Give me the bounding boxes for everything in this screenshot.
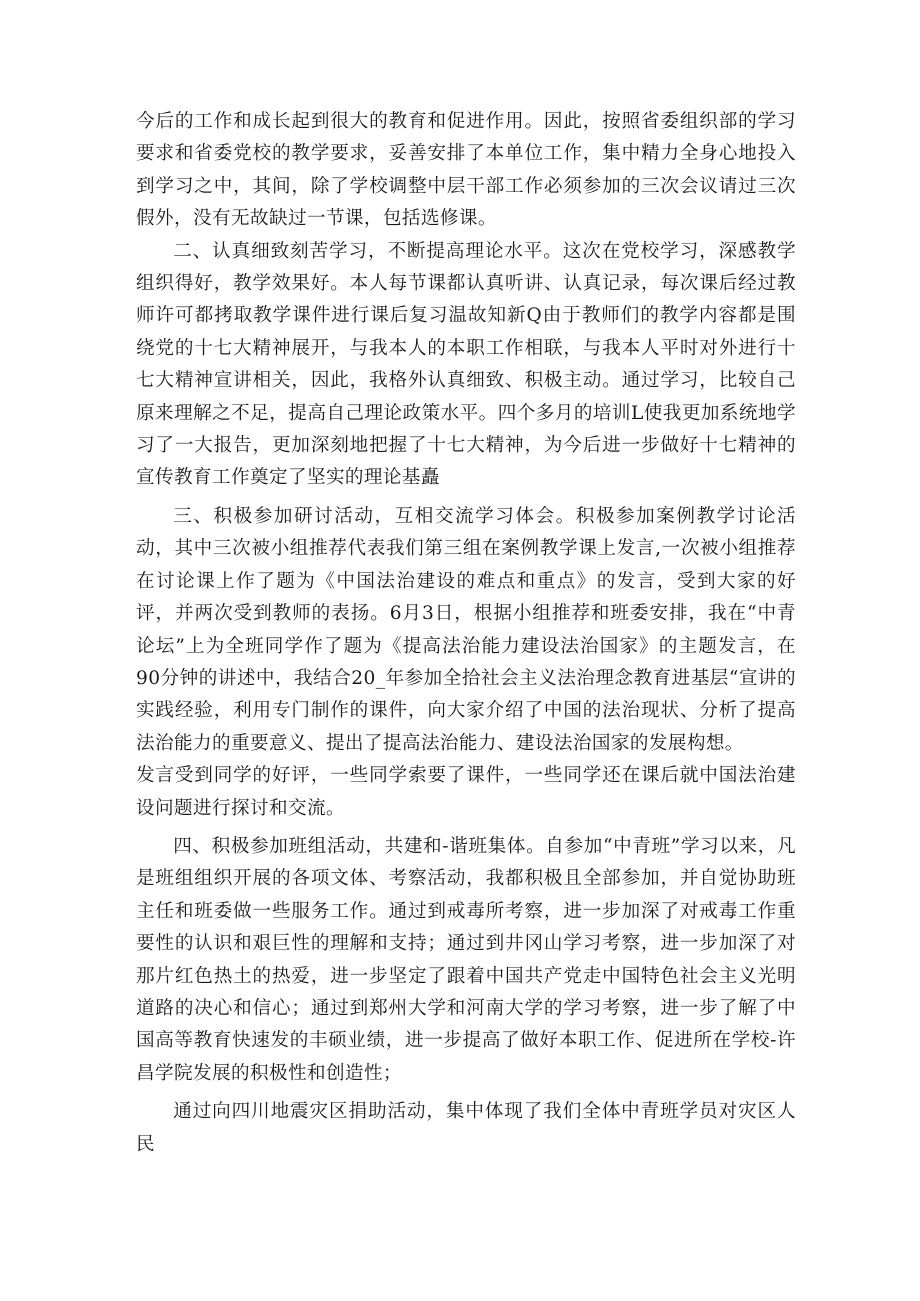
paragraph-intro-continuation: 今后的工作和成长起到很大的教育和促进作用。因此，按照省委组织部的学习要求和省委党校的教学要求，妥善安排了本单位工作，集中精力全身心地投入到学习之中，其间，除了学校调整中层干部工作必须参加的三次会议请过三次假外，没有无故缺过一节课，包括选修课。	[136, 111, 796, 230]
paragraph-section-three-followup: 发言受到同学的好评，一些同学索要了课件，一些同学还在课后就中国法治建设问题进行探讨和交流。	[136, 765, 796, 819]
paragraph-section-two: 二、认真细致刻苦学习，不断提高理论水平。这次在党校学习，深感教学组织得好，教学效果好。本人每节课都认真听讲、认真记录，每次课后经过教师许可都拷取教学课件进行课后复习温故知新Q由于教师们的教学内容都是围绕党的十七大精神展开，与我本人的本职工作相联，与我本人平时对外进行十七大精神宣讲相关，因此，我格外认真细致、积极主动。通过学习，比较自己原来理解之不足，提高自己理论政策水平。四个多月的培训L使我更加系统地学习了一大报告，更加深刻地把握了十七大精神，为今后进一步做好十七精神的宣传教育工作奠定了坚实的理论基矗	[136, 240, 796, 489]
paragraph-section-three: 三、积极参加研讨活动，互相交流学习体会。积极参加案例教学讨论活动，其中三次被小组推荐代表我们第三组在案例教学课上发言,一次被小组推荐在讨论课上作了题为《中国法治建设的难点和重点》的发言，受到大家的好评，并两次受到教师的表扬。6月3日，根据小组推荐和班委安排，我在“中青论坛”上为全班同学作了题为《提高法治能力建设法治国家》的主题发言，在90分钟的讲述中，我结合20_年参加全拾社会主义法治理念教育进基层“宣讲的实践经验，利用专门制作的课件，向大家介绍了中国的法治现状、分析了提高法治能力的重要意义、提出了提高法治能力、建设法治国家的发展构想。	[136, 505, 796, 754]
paragraph-section-four: 四、积极参加班组活动，共建和-谐班集体。自参加“中青班”学习以来，凡是班组组织开展的各项文体、考察活动，我都积极且全部参加，并自觉协助班主任和班委做一些服务工作。通过到戒毒所考察，进一步加深了对戒毒工作重要性的认识和艰巨性的理解和支持；通过到井冈山学习考察，进一步加深了对那片红色热土的热爱，进一步坚定了跟着中国共产党走中国特色社会主义光明道路的决心和信心；通过到郑州大学和河南大学的学习考察，进一步了解了中国高等教育快速发的丰硕业绩，进一步提高了做好本职工作、促进所在学校-许昌学院发展的积极性和创造性；	[136, 835, 796, 1084]
paragraph-donation: 通过向四川地震灾区捐助活动，集中体现了我们全体中青班学员对灾区人民	[136, 1101, 796, 1155]
document-page	[136, 106, 796, 1161]
